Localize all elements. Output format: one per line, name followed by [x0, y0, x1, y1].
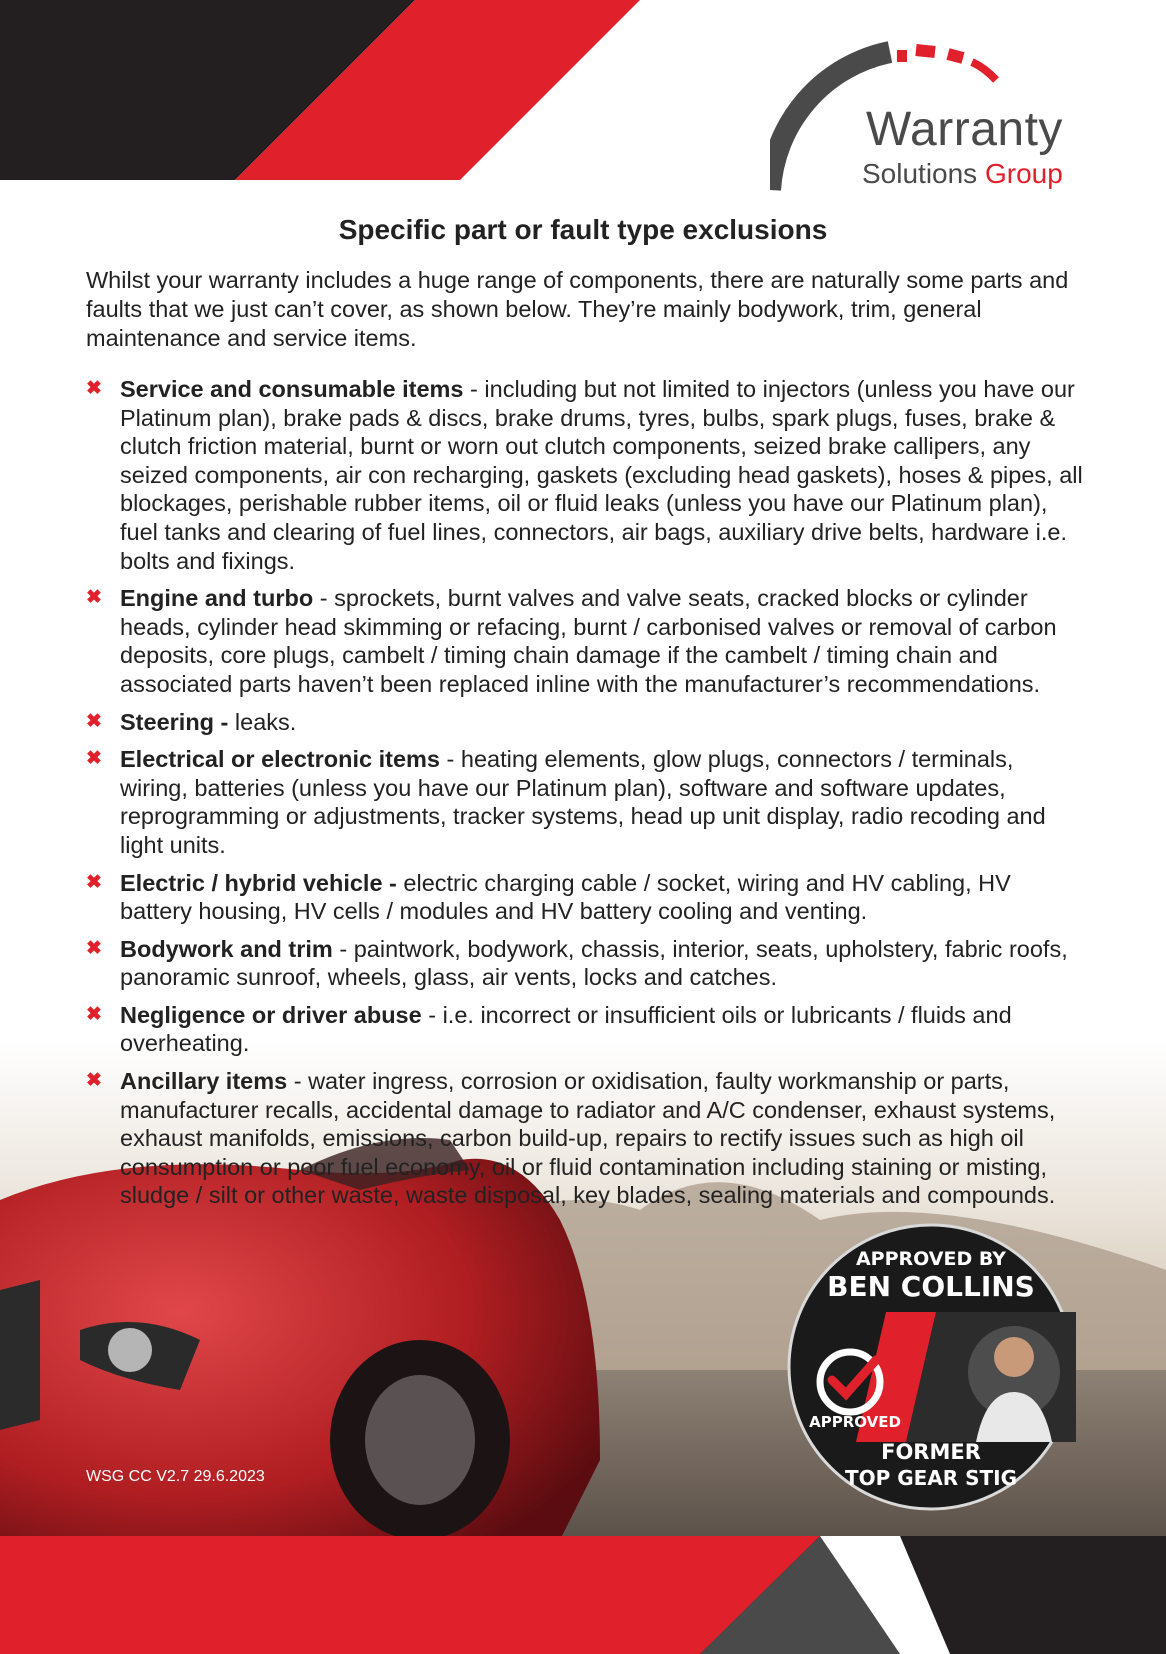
- cross-icon: ✖: [86, 748, 102, 770]
- item-heading: Engine and turbo: [120, 585, 314, 612]
- logo-text-warranty: Warranty: [866, 103, 1063, 156]
- exclusions-list: [86, 375, 1086, 1219]
- cross-icon: ✖: [86, 378, 102, 399]
- item-text: - sprockets, burnt valves and valve seats, cracked blocks or cylinder heads, cylinder head skimming or refacing, burnt / carbonised valves or removal of carbon deposits, core plugs, cambelt / timing chain damage if the cambelt / timing chain and associated parts haven’t been replaced inline with the manufacturer’s recommendations.: [120, 585, 1057, 697]
- item-heading: Electrical or electronic items: [120, 746, 441, 773]
- badge-name: BEN COLLINS: [827, 1270, 1035, 1303]
- cross-icon: ✖: [86, 937, 102, 959]
- item-heading: Bodywork and trim: [120, 935, 333, 962]
- cross-icon: ✖: [86, 587, 102, 609]
- list-item: [86, 375, 1086, 575]
- badge-former: FORMER: [881, 1440, 981, 1464]
- list-item: [86, 584, 1086, 698]
- list-item: [86, 935, 1086, 992]
- item-text: electric charging cable / socket, wiring and HV cabling, HV battery housing, HV cells / modules and HV battery cooling and venting.: [120, 869, 1011, 925]
- item-text: - including but not limited to injectors (unless you have our Platinum plan), brake pads & discs, brake drums, tyres, bulbs, spark plugs, fuses, brake & clutch friction material, burnt or worn out clutch components, seized brake callipers, any seized components, air con recharging, gaskets (excluding head gaskets), hoses & pipes, all blockages, perishable rubber items, oil or fluid leaks (unless you have our Platinum plan), fuel tanks and clearing of fuel lines, connectors, air bags, auxiliary drive belts, hardware i.e. bolts and fixings.: [120, 376, 1083, 574]
- checkmark-icon: [810, 1342, 890, 1422]
- item-text: leaks.: [228, 708, 297, 735]
- logo-group-word: Group: [984, 158, 1063, 189]
- list-item: [86, 1067, 1086, 1210]
- logo-solutions-word: Solutions: [862, 158, 978, 189]
- approval-badge: [786, 1222, 1076, 1512]
- version-label: WSG CC V2.7 29.6.2023: [86, 1468, 265, 1485]
- list-item: [86, 869, 1086, 926]
- item-heading: Negligence or driver abuse: [120, 1001, 422, 1028]
- item-text: - paintwork, bodywork, chassis, interior, seats, upholstery, fabric roofs, panoramic sunroof, wheels, glass, air vents, locks and catches.: [120, 935, 1068, 991]
- item-text: - heating elements, glow plugs, connectors / terminals, wiring, batteries (unless you have our Platinum plan), software and software updates, reprogramming or adjustments, tracker systems, head up unit display, radio recoding and light units.: [120, 746, 1046, 858]
- footer-banner: [0, 1536, 1166, 1654]
- cross-icon: ✖: [86, 1070, 102, 1092]
- badge-approved-by: APPROVED BY: [855, 1248, 1007, 1270]
- page-title: Specific part or fault type exclusions: [338, 214, 828, 245]
- item-heading: Ancillary items: [120, 1068, 288, 1095]
- item-heading: Steering -: [120, 708, 229, 735]
- list-item: [86, 745, 1086, 859]
- badge-stig: TOP GEAR STIG: [844, 1466, 1018, 1490]
- item-heading: Service and consumable items: [120, 376, 464, 402]
- logo-text-solutions: [862, 158, 1063, 190]
- list-item: [86, 708, 1086, 737]
- cross-icon: ✖: [86, 871, 102, 893]
- list-item: [86, 1001, 1086, 1058]
- item-text: - water ingress, corrosion or oxidisation, faulty workmanship or parts, manufacturer recalls, accidental damage to radiator and A/C condenser, exhaust systems, exhaust manifolds, emissions, carbon build-up, repairs to rectify issues such as high oil consumption or poor fuel economy, oil or fluid contamination including staining or misting, sludge / silt or other waste, waste disposal, key blades, sealing materials and compounds.: [120, 1068, 1056, 1209]
- item-text: - i.e. incorrect or insufficient oils or lubricants / fluids and overheating.: [120, 1001, 1012, 1057]
- item-heading: Electric / hybrid vehicle -: [120, 869, 397, 896]
- intro-paragraph: Whilst your warranty includes a huge range of components, there are naturally some parts and faults that we just can’t cover, as shown below. They’re mainly bodywork, trim, general maintenance and service items.: [86, 267, 1069, 351]
- cross-icon: ✖: [86, 1003, 102, 1025]
- badge-approved-stamp: APPROVED: [809, 1413, 901, 1431]
- company-logo: [770, 40, 1100, 200]
- cross-icon: ✖: [86, 710, 102, 732]
